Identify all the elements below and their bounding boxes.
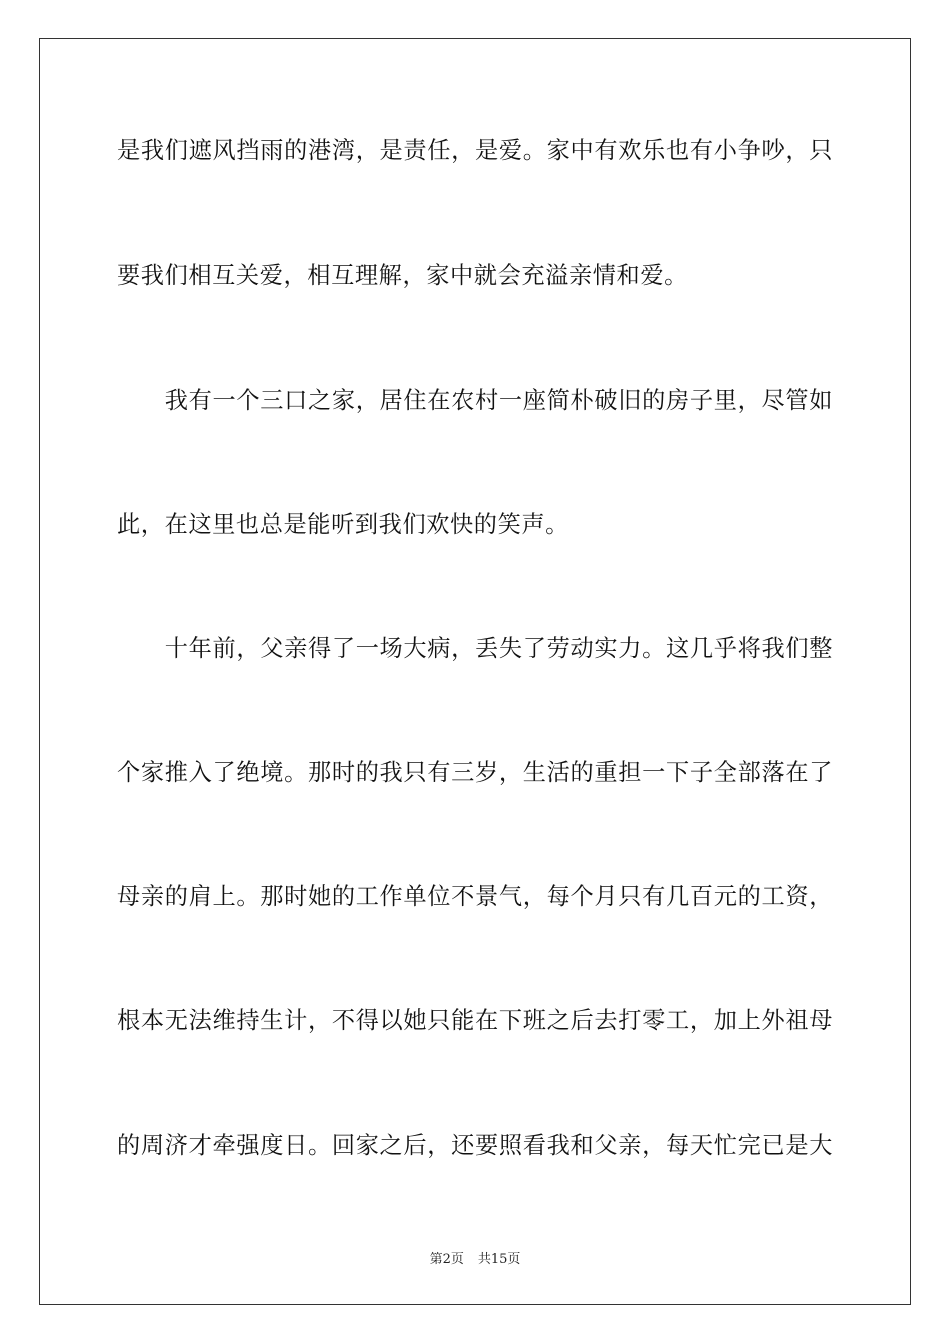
body-text-line: 是我们遮风挡雨的港湾，是责任，是爱。家中有欢乐也有小争吵，只	[117, 137, 833, 164]
body-text-line: 母亲的肩上。那时她的工作单位不景气，每个月只有几百元的工资，	[117, 883, 833, 910]
page-total: 共15页	[477, 1252, 521, 1267]
page-number: 第2页	[429, 1252, 464, 1267]
body-text-line: 此，在这里也总是能听到我们欢快的笑声。	[117, 511, 569, 538]
body-text-line: 个家推入了绝境。那时的我只有三岁，生活的重担一下子全部落在了	[117, 759, 833, 786]
body-text-line: 要我们相互关爱，相互理解，家中就会充溢亲情和爱。	[117, 262, 688, 289]
page-footer	[0, 1248, 950, 1267]
body-text-line: 我有一个三口之家，居住在农村一座简朴破旧的房子里，尽管如	[117, 387, 833, 414]
body-text-line: 十年前，父亲得了一场大病，丢失了劳动实力。这几乎将我们整	[117, 635, 833, 662]
body-text-line: 的周济才牵强度日。回家之后，还要照看我和父亲，每天忙完已是大	[117, 1132, 833, 1159]
body-text-line: 根本无法维持生计，不得以她只能在下班之后去打零工，加上外祖母	[117, 1007, 833, 1034]
page-border	[39, 38, 911, 1305]
